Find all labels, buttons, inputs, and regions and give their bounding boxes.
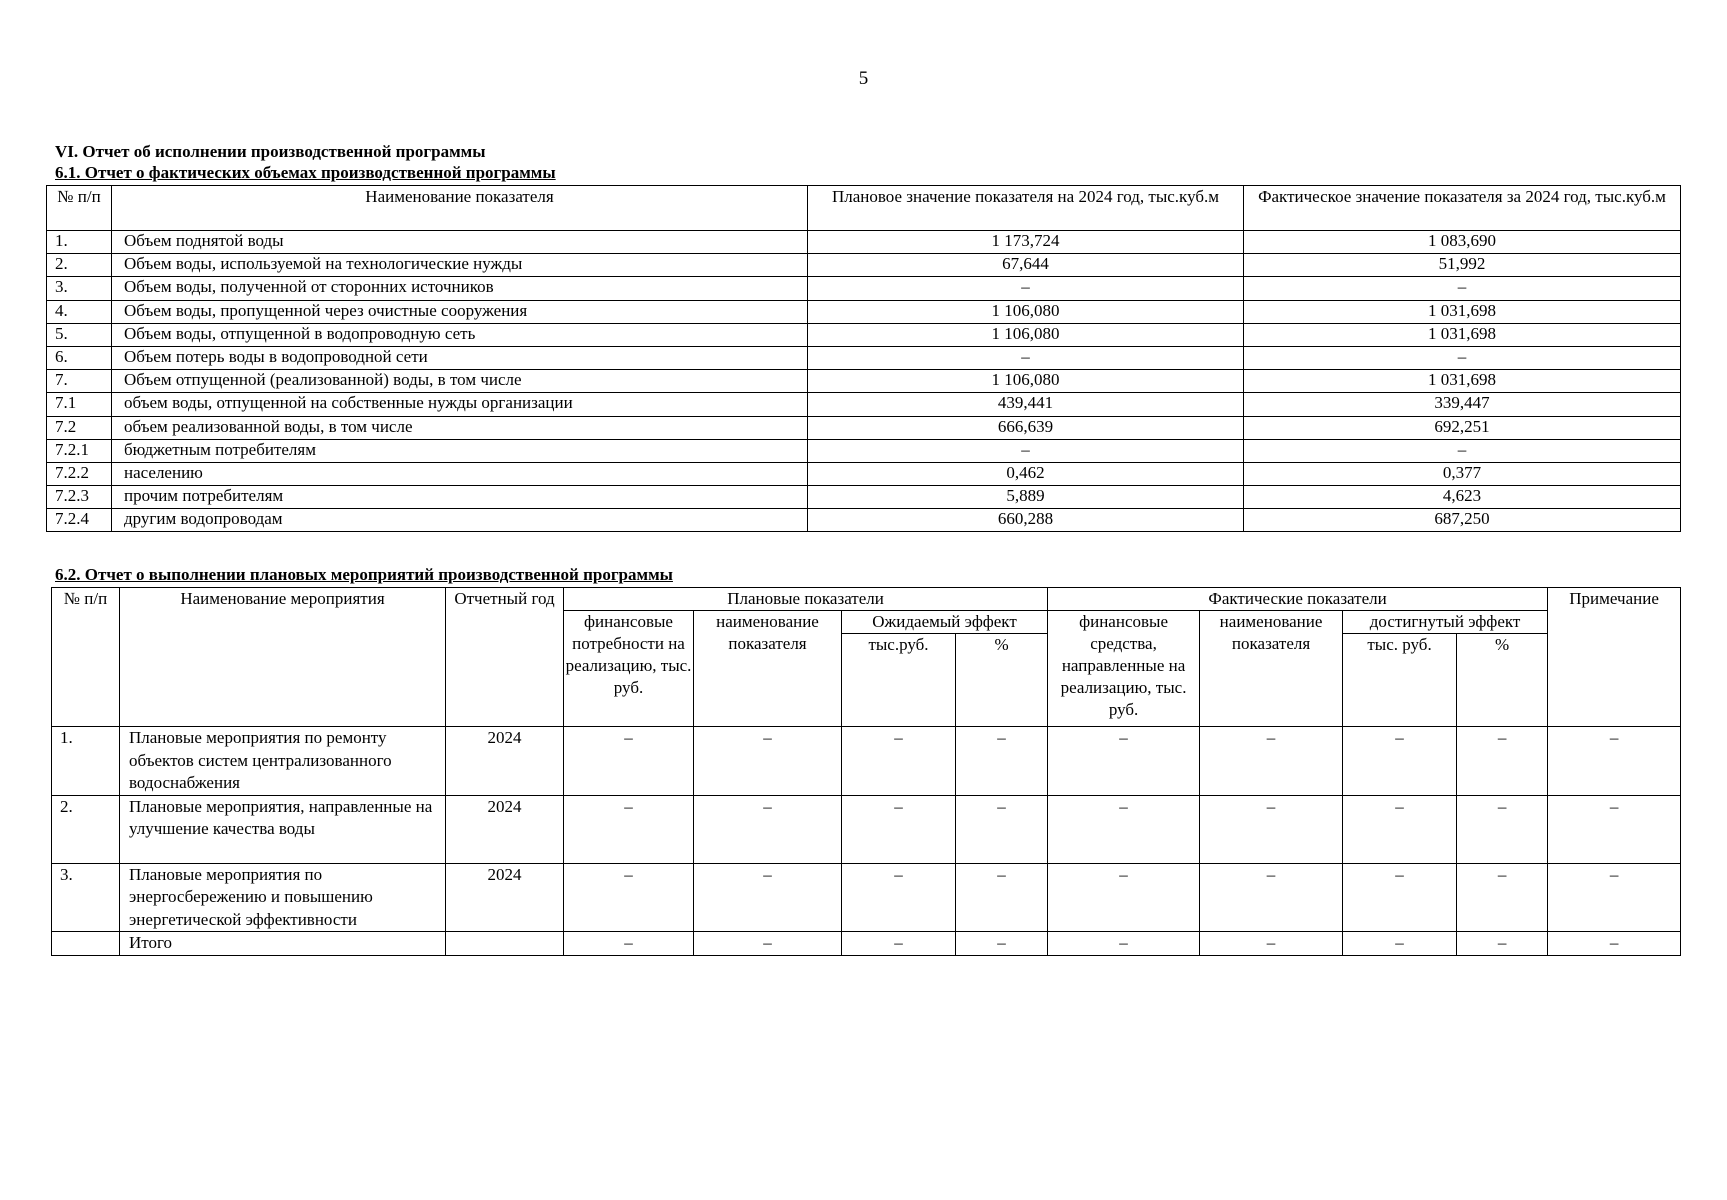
fact-value: 4,623 — [1244, 486, 1681, 509]
plan-value: 5,889 — [808, 486, 1244, 509]
section-title: VI. Отчет об исполнении производственной программы — [55, 142, 486, 161]
plan-pct-value: – — [956, 795, 1048, 863]
subsection-1-title: 6.1. Отчет о фактических объемах производственной программы — [55, 163, 556, 182]
indicator-name: населению — [112, 462, 808, 485]
col-header-fact-rub: тыс. руб. — [1343, 634, 1457, 727]
fact-indicator-value: – — [1200, 727, 1343, 796]
fact-pct-value: – — [1457, 932, 1548, 956]
fact-indicator-value: – — [1200, 795, 1343, 863]
fact-pct-value: – — [1457, 795, 1548, 863]
table-row — [47, 462, 1681, 485]
table-row — [47, 346, 1681, 369]
plan-fin-value: – — [564, 727, 694, 796]
fact-value: 1 031,698 — [1244, 370, 1681, 393]
table-row — [47, 323, 1681, 346]
plan-fin-value: – — [564, 932, 694, 956]
fact-fin-value: – — [1048, 795, 1200, 863]
table-row — [52, 727, 1681, 796]
fact-rub-value: – — [1343, 795, 1457, 863]
table-row — [47, 439, 1681, 462]
fact-pct-value: – — [1457, 863, 1548, 932]
row-number: 7.2.2 — [47, 462, 112, 485]
row-number: 3. — [52, 863, 120, 932]
indicator-name: объем воды, отпущенной на собственные нужды организации — [112, 393, 808, 416]
note-value: – — [1548, 932, 1681, 956]
col-header-note: Примечание — [1548, 588, 1681, 727]
report-year: 2024 — [446, 727, 564, 796]
report-year: 2024 — [446, 863, 564, 932]
col-header-fact-indicator: наименование показателя — [1200, 611, 1343, 727]
row-number: 1. — [47, 231, 112, 254]
col-header-fact-pct: % — [1457, 634, 1548, 727]
indicator-name: другим водопроводам — [112, 509, 808, 532]
col-header-year: Отчетный год — [446, 588, 564, 727]
subsection-2-title: 6.2. Отчет о выполнении плановых мероприятий производственной программы — [55, 565, 673, 584]
row-number: 7.1 — [47, 393, 112, 416]
indicator-name: Объем потерь воды в водопроводной сети — [112, 346, 808, 369]
fact-value: – — [1244, 346, 1681, 369]
col-group-fact: Фактические показатели — [1048, 588, 1548, 611]
indicator-name: Объем воды, используемой на технологические нужды — [112, 254, 808, 277]
measure-name: Плановые мероприятия по энергосбережению и повышению энергетической эффективности — [120, 863, 446, 932]
fact-value: – — [1244, 277, 1681, 300]
col-header-name: Наименование мероприятия — [120, 588, 446, 727]
col-header-plan-indicator: наименование показателя — [694, 611, 842, 727]
report-year — [446, 932, 564, 956]
fact-value: – — [1244, 439, 1681, 462]
plan-value: 439,441 — [808, 393, 1244, 416]
col-header-name: Наименование показателя — [112, 186, 808, 231]
table-row — [47, 393, 1681, 416]
note-value: – — [1548, 727, 1681, 796]
note-value: – — [1548, 795, 1681, 863]
plan-indicator-value: – — [694, 863, 842, 932]
row-number: 7.2.3 — [47, 486, 112, 509]
table-header-row — [47, 186, 1681, 231]
production-volumes-table — [46, 185, 1681, 532]
indicator-name: Объем поднятой воды — [112, 231, 808, 254]
table-header-row — [52, 588, 1681, 611]
indicator-name: Объем воды, отпущенной в водопроводную сеть — [112, 323, 808, 346]
fact-value: 1 083,690 — [1244, 231, 1681, 254]
indicator-name: Объем воды, пропущенной через очистные сооружения — [112, 300, 808, 323]
indicator-name: Объем отпущенной (реализованной) воды, в том числе — [112, 370, 808, 393]
plan-pct-value: – — [956, 863, 1048, 932]
plan-pct-value: – — [956, 932, 1048, 956]
fact-value: 692,251 — [1244, 416, 1681, 439]
col-header-plan: Плановое значение показателя на 2024 год, тыс.куб.м — [808, 186, 1244, 231]
table-row — [47, 370, 1681, 393]
fact-fin-value: – — [1048, 932, 1200, 956]
total-label: Итого — [120, 932, 446, 956]
table-row — [47, 231, 1681, 254]
plan-fin-value: – — [564, 863, 694, 932]
table-row — [47, 277, 1681, 300]
plan-value: 0,462 — [808, 462, 1244, 485]
col-group-plan-effect: Ожидаемый эффект — [842, 611, 1048, 634]
col-header-fact-fin: финансовые средства, направленные на реализацию, тыс. руб. — [1048, 611, 1200, 727]
table-row — [47, 486, 1681, 509]
fact-rub-value: – — [1343, 727, 1457, 796]
plan-indicator-value: – — [694, 795, 842, 863]
indicator-name: объем реализованной воды, в том числе — [112, 416, 808, 439]
plan-rub-value: – — [842, 727, 956, 796]
fact-value: 51,992 — [1244, 254, 1681, 277]
indicator-name: Объем воды, полученной от сторонних источников — [112, 277, 808, 300]
fact-value: 687,250 — [1244, 509, 1681, 532]
col-header-num: № п/п — [52, 588, 120, 727]
planned-measures-table — [51, 587, 1681, 956]
fact-indicator-value: – — [1200, 932, 1343, 956]
row-number: 5. — [47, 323, 112, 346]
row-number: 2. — [47, 254, 112, 277]
col-header-fact: Фактическое значение показателя за 2024 год, тыс.куб.м — [1244, 186, 1681, 231]
note-value: – — [1548, 863, 1681, 932]
table-row — [47, 300, 1681, 323]
fact-rub-value: – — [1343, 863, 1457, 932]
row-number: 7.2.1 — [47, 439, 112, 462]
row-number: 7.2.4 — [47, 509, 112, 532]
plan-rub-value: – — [842, 795, 956, 863]
col-group-fact-effect: достигнутый эффект — [1343, 611, 1548, 634]
total-row — [52, 932, 1681, 956]
fact-fin-value: – — [1048, 863, 1200, 932]
table-row — [47, 416, 1681, 439]
plan-fin-value: – — [564, 795, 694, 863]
report-year: 2024 — [446, 795, 564, 863]
fact-pct-value: – — [1457, 727, 1548, 796]
row-number: 7. — [47, 370, 112, 393]
plan-rub-value: – — [842, 863, 956, 932]
plan-value: 1 173,724 — [808, 231, 1244, 254]
plan-indicator-value: – — [694, 727, 842, 796]
indicator-name: бюджетным потребителям — [112, 439, 808, 462]
plan-value: 1 106,080 — [808, 323, 1244, 346]
col-header-plan-fin: финансовые потребности на реализацию, тыс. руб. — [564, 611, 694, 727]
page-number: 5 — [858, 68, 869, 89]
col-header-plan-pct: % — [956, 634, 1048, 727]
fact-indicator-value: – — [1200, 863, 1343, 932]
plan-value: – — [808, 439, 1244, 462]
table-row — [47, 254, 1681, 277]
row-number: 3. — [47, 277, 112, 300]
indicator-name: прочим потребителям — [112, 486, 808, 509]
table-row — [52, 863, 1681, 932]
plan-value: 1 106,080 — [808, 300, 1244, 323]
plan-rub-value: – — [842, 932, 956, 956]
col-header-num: № п/п — [47, 186, 112, 231]
plan-value: 666,639 — [808, 416, 1244, 439]
col-header-plan-rub: тыс.руб. — [842, 634, 956, 727]
row-number: 2. — [52, 795, 120, 863]
table-row — [47, 509, 1681, 532]
plan-value: – — [808, 346, 1244, 369]
plan-pct-value: – — [956, 727, 1048, 796]
measure-name: Плановые мероприятия по ремонту объектов систем централизованного водоснабжения — [120, 727, 446, 796]
col-group-plan: Плановые показатели — [564, 588, 1048, 611]
row-number: 4. — [47, 300, 112, 323]
row-number: 1. — [52, 727, 120, 796]
plan-value: 1 106,080 — [808, 370, 1244, 393]
plan-value: – — [808, 277, 1244, 300]
row-number — [52, 932, 120, 956]
table-row — [52, 795, 1681, 863]
plan-indicator-value: – — [694, 932, 842, 956]
fact-value: 339,447 — [1244, 393, 1681, 416]
row-number: 7.2 — [47, 416, 112, 439]
measure-name: Плановые мероприятия, направленные на улучшение качества воды — [120, 795, 446, 863]
plan-value: 67,644 — [808, 254, 1244, 277]
row-number: 6. — [47, 346, 112, 369]
fact-value: 1 031,698 — [1244, 323, 1681, 346]
fact-fin-value: – — [1048, 727, 1200, 796]
fact-rub-value: – — [1343, 932, 1457, 956]
fact-value: 0,377 — [1244, 462, 1681, 485]
fact-value: 1 031,698 — [1244, 300, 1681, 323]
plan-value: 660,288 — [808, 509, 1244, 532]
